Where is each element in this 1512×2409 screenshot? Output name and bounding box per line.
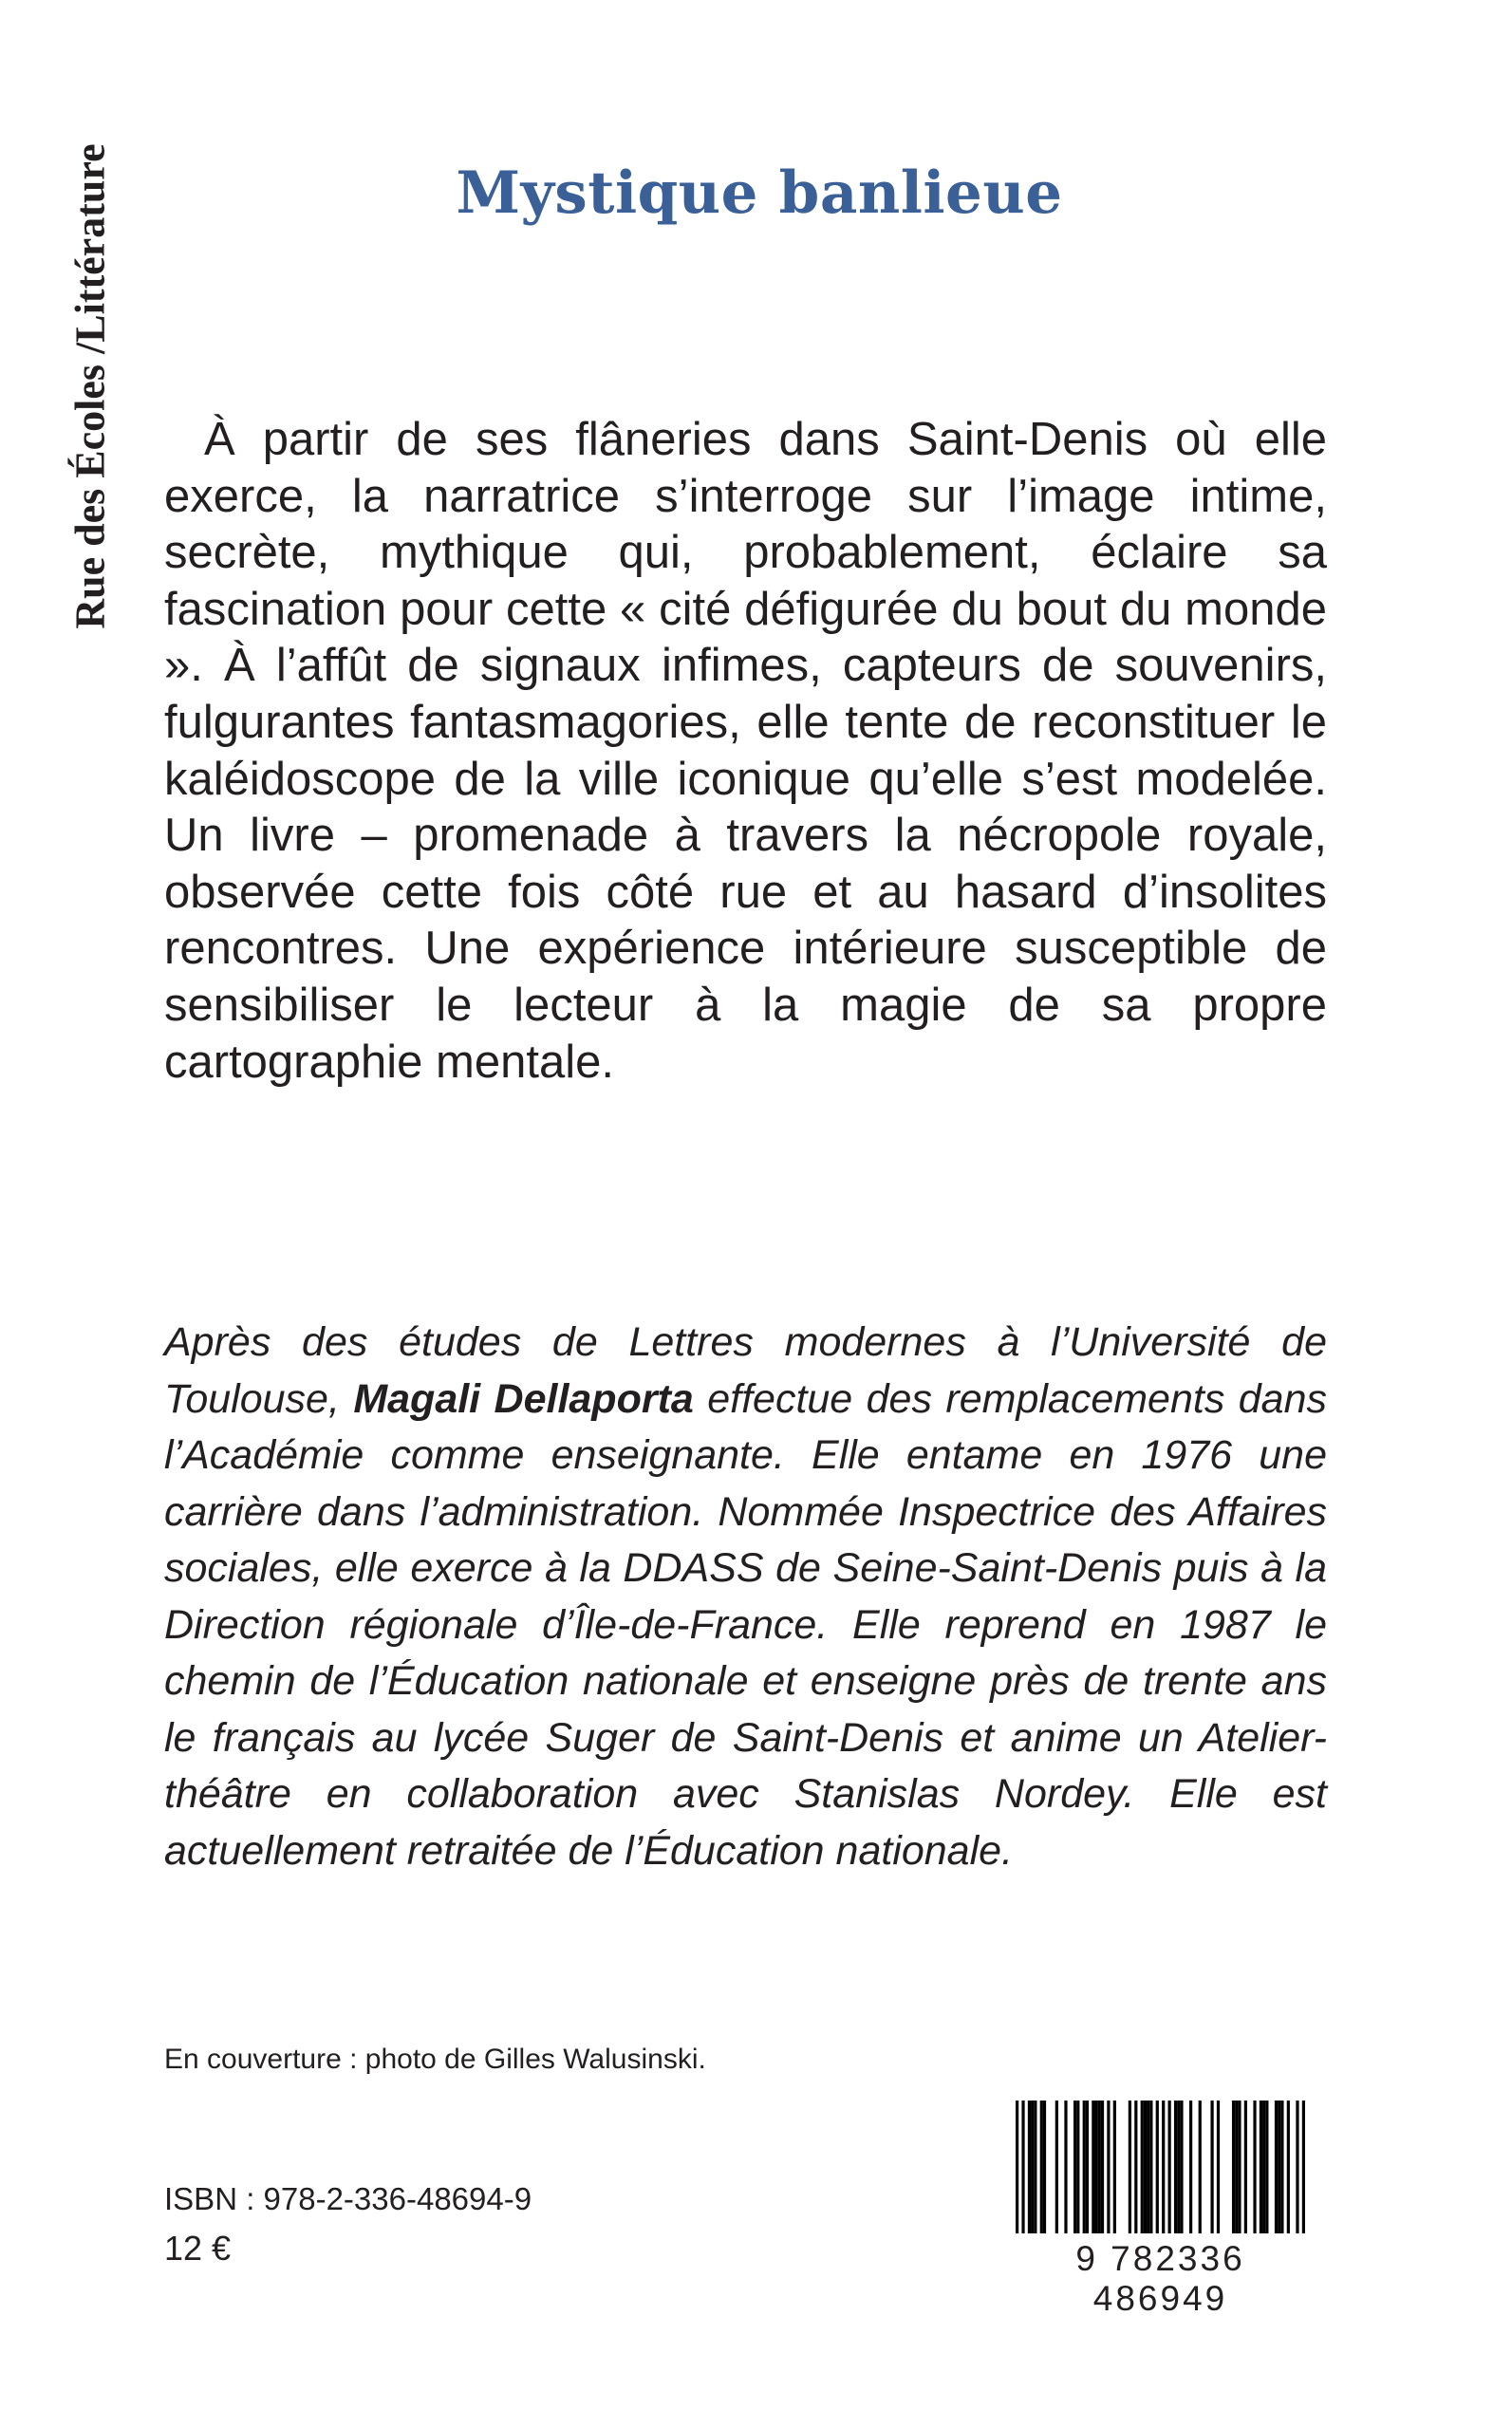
- book-blurb: À partir de ses flâneries dans Saint-Denis où elle exerce, la narratrice s’interroge sur l’image intime, secrète, mythique qui, probablement, éclaire sa fascination pour cette « cité défigurée du bout du monde ». À l’affût de signaux infimes, capteurs de souvenirs, fulgurantes fantasmagories, elle tente de reconstituer le kaléidoscope de la ville iconique qu’elle s’est modelée. Un livre – promenade à travers la nécropole royale, observée cette fois côté rue et au hasard d’insolites rencontres. Une expérience intérieure susceptible de sensibiliser le lecteur à la magie de sa propre cartographie mentale.: [164, 414, 1327, 1088]
- barcode-digits: 9 782336 486949: [1075, 2239, 1245, 2318]
- barcode-bar: [1092, 2101, 1094, 2233]
- barcode-bar: [1260, 2101, 1262, 2233]
- barcode-bar: [1217, 2101, 1220, 2233]
- barcode-bar: [1156, 2101, 1159, 2233]
- barcode-bar: [1244, 2101, 1247, 2233]
- barcode-bar: [1238, 2101, 1241, 2233]
- barcode-bar: [1083, 2101, 1086, 2233]
- barcode: [1006, 2101, 1315, 2318]
- barcode-bar: [1302, 2101, 1305, 2233]
- author-bio: [164, 1315, 1327, 1879]
- barcode-bar: [1034, 2101, 1036, 2233]
- barcode-bar: [1147, 2101, 1149, 2233]
- author-bio-intro: Après des études de Lettres modernes à l’Université de Toulouse,: [164, 1319, 1327, 1422]
- barcode-bar: [1280, 2101, 1283, 2233]
- barcode-bar: [1016, 2101, 1018, 2233]
- barcode-bar: [1098, 2101, 1101, 2233]
- barcode-bar: [1043, 2101, 1046, 2233]
- barcode-bar: [1174, 2101, 1177, 2233]
- barcode-bar: [1189, 2101, 1192, 2233]
- cover-credit: En couverture : photo de Gilles Walusinski.: [164, 2044, 706, 2075]
- barcode-bar: [1101, 2101, 1104, 2233]
- barcode-bar: [1064, 2101, 1067, 2233]
- barcode-bar: [1199, 2101, 1202, 2233]
- price: 12 €: [164, 2229, 232, 2268]
- barcode-bar: [1086, 2101, 1089, 2233]
- barcode-bar: [1149, 2101, 1152, 2233]
- barcode-bar: [1162, 2101, 1165, 2233]
- barcode-bar: [1028, 2101, 1031, 2233]
- barcode-bar: [1031, 2101, 1034, 2233]
- barcode-bar: [1141, 2101, 1144, 2233]
- barcode-bars: [1016, 2101, 1305, 2233]
- barcode-bar: [1235, 2101, 1238, 2233]
- barcode-bar: [1107, 2101, 1110, 2233]
- barcode-bar: [1287, 2101, 1290, 2233]
- barcode-bar: [1177, 2101, 1180, 2233]
- barcode-bar: [1094, 2101, 1097, 2233]
- barcode-bar: [1265, 2101, 1268, 2233]
- barcode-bar: [1180, 2101, 1183, 2233]
- isbn: ISBN : 978-2-336-48694-9: [164, 2181, 532, 2216]
- barcode-bar: [1296, 2101, 1298, 2233]
- barcode-bar: [1210, 2101, 1213, 2233]
- barcode-bar: [1073, 2101, 1076, 2233]
- barcode-bar: [1262, 2101, 1265, 2233]
- barcode-bar: [1113, 2101, 1116, 2233]
- barcode-bar: [1232, 2101, 1235, 2233]
- barcode-bar: [1055, 2101, 1058, 2233]
- barcode-bar: [1275, 2101, 1278, 2233]
- barcode-bar: [1129, 2101, 1131, 2233]
- barcode-bar: [1040, 2101, 1043, 2233]
- author-name: Magali Dellaporta: [353, 1375, 694, 1422]
- collection-name: Rue des Écoles /Littérature: [66, 143, 114, 629]
- barcode-bar: [1144, 2101, 1147, 2233]
- book-title: Mystique banlieue: [456, 159, 1063, 227]
- barcode-bar: [1168, 2101, 1171, 2233]
- barcode-bar: [1278, 2101, 1280, 2233]
- author-bio-text: effectue des remplacements dans l’Académie comme enseignante. Elle entame en 1976 une carrière dans l’administration. Nommée Inspectrice des Affaires sociales, elle exerce à la DDASS de Seine-Saint-Denis puis à la Direction régionale d’Île-de-France. Elle reprend en 1987 le chemin de l’Éducation nationale et enseigne près de trente ans le français au lycée Suger de Saint-Denis et anime un Atelier-théâtre en collaboration avec Stanislas Nordey. Elle est actuellement retraitée de l’Éducation nationale.: [164, 1375, 1327, 1874]
- barcode-bar: [1076, 2101, 1079, 2233]
- collection-spine-label: [57, 106, 123, 666]
- barcode-bar: [1134, 2101, 1137, 2233]
- barcode-bar: [1021, 2101, 1024, 2233]
- barcode-bar: [1253, 2101, 1256, 2233]
